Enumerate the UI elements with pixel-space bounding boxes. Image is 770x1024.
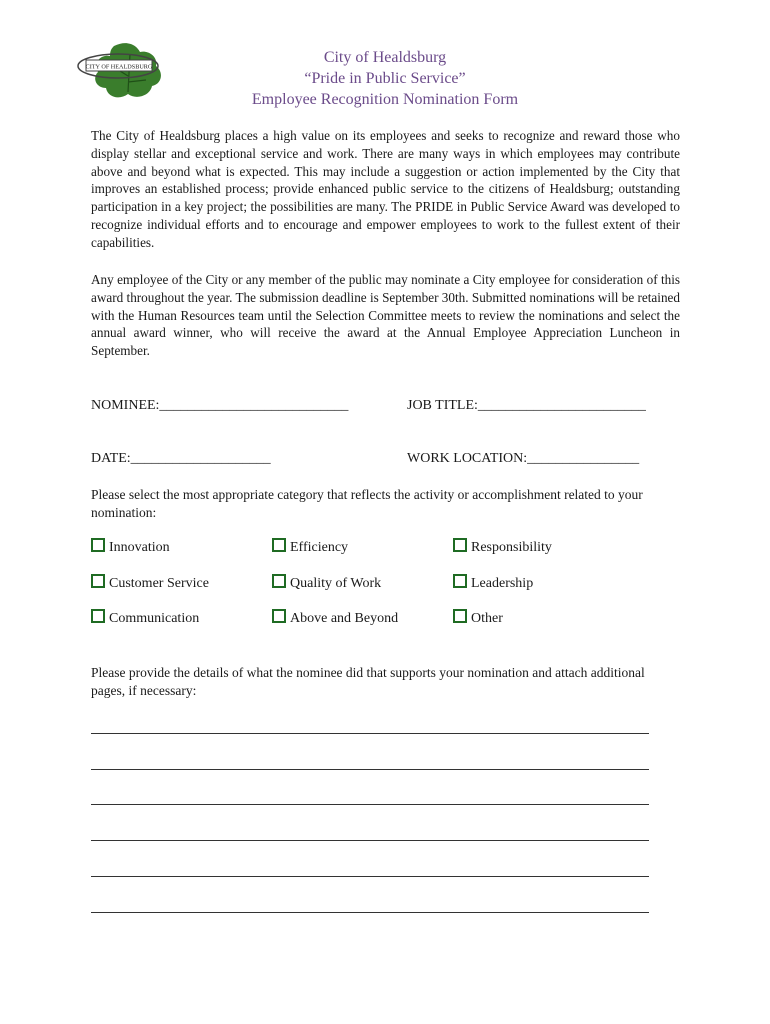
form-header	[160, 47, 610, 110]
checkbox-label: Innovation	[109, 540, 170, 555]
checkbox-icon[interactable]	[91, 609, 105, 623]
logo-text: CITY OF HEALDSBURG	[85, 63, 153, 71]
header-form-title: Employee Recognition Nomination Form	[251, 91, 519, 108]
checkbox-innovation[interactable]	[91, 538, 170, 557]
date-field[interactable]: DATE:____________________	[91, 451, 271, 466]
details-line-4[interactable]	[91, 840, 649, 841]
details-line-5[interactable]	[91, 876, 649, 877]
work-location-field[interactable]: WORK LOCATION:________________	[407, 451, 640, 466]
checkbox-icon[interactable]	[91, 574, 105, 588]
intro-paragraph-1: The City of Healdsburg places a high value on its employees and seeks to recognize and reward those who display stellar and exceptional service and work. There are many ways in which employees may contribute above and beyond what is expected. This may include a suggestion or action implemented by the City that improves an established process; provide enhanced public service to the citizens of Healdsburg; outstanding participation in a key project; the possibilities are many. The PRIDE in Public Service Award was developed to recognize individual efforts and to encourage and empower employees to work to the fullest extent of their capabilities.	[91, 128, 680, 250]
checkbox-icon[interactable]	[453, 574, 467, 588]
city-logo	[74, 40, 166, 102]
job-title-field[interactable]: JOB TITLE:________________________	[407, 398, 646, 413]
checkbox-customer-service[interactable]	[91, 574, 209, 593]
checkbox-icon[interactable]	[453, 538, 467, 552]
checkbox-label: Communication	[109, 611, 200, 626]
details-prompt: Please provide the details of what the nominee did that supports your nomination and attach additional pages, if necessary:	[91, 665, 645, 698]
checkbox-icon[interactable]	[453, 609, 467, 623]
checkbox-icon[interactable]	[272, 609, 286, 623]
header-slogan: “Pride in Public Service”	[304, 70, 466, 87]
checkbox-label: Other	[471, 611, 503, 626]
details-line-3[interactable]	[91, 804, 649, 805]
checkbox-label: Customer Service	[109, 576, 209, 591]
checkbox-label: Leadership	[471, 576, 534, 591]
nominee-field[interactable]: NOMINEE:___________________________	[91, 398, 349, 413]
details-line-6[interactable]	[91, 912, 649, 913]
checkbox-efficiency[interactable]	[272, 538, 348, 557]
details-line-1[interactable]	[91, 733, 649, 734]
checkbox-above-and-beyond[interactable]	[272, 609, 398, 628]
checkbox-label: Responsibility	[471, 540, 552, 555]
checkbox-icon[interactable]	[272, 574, 286, 588]
checkbox-responsibility[interactable]	[453, 538, 552, 557]
details-line-2[interactable]	[91, 769, 649, 770]
header-city: City of Healdsburg	[323, 49, 447, 66]
checkbox-label: Above and Beyond	[290, 611, 399, 626]
checkbox-quality-of-work[interactable]	[272, 574, 381, 593]
checkbox-icon[interactable]	[272, 538, 286, 552]
checkbox-communication[interactable]	[91, 609, 199, 628]
intro-paragraph-2: Any employee of the City or any member of the public may nominate a City employee for consideration of this award throughout the year. The submission deadline is September 30th. Submitted nominations will be retained with the Human Resources team until the Selection Committee meets to review the nominations and select the annual award winner, who will receive the award at the Annual Employee Appreciation Luncheon in September.	[91, 272, 680, 359]
checkbox-icon[interactable]	[91, 538, 105, 552]
checkbox-label: Quality of Work	[290, 576, 382, 591]
checkbox-leadership[interactable]	[453, 574, 533, 593]
category-prompt: Please select the most appropriate category that reflects the activity or accomplishment related to your nomination:	[91, 487, 643, 520]
checkbox-label: Efficiency	[290, 540, 349, 555]
checkbox-other[interactable]	[453, 609, 503, 628]
